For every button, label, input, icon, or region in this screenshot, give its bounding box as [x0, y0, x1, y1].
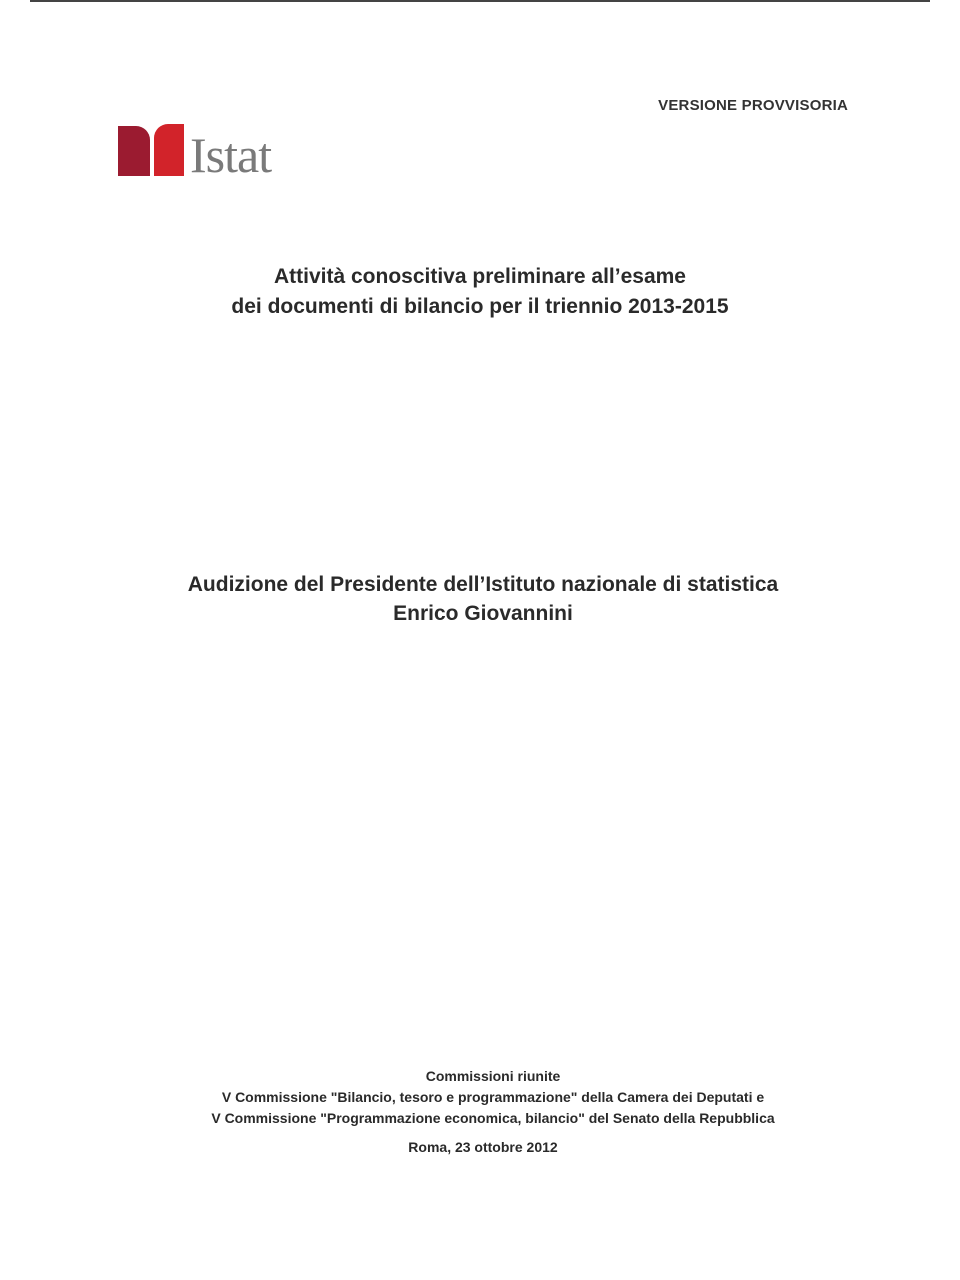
title-line-2: dei documenti di bilancio per il triennio 2013-2015 [231, 295, 729, 318]
document-title [0, 262, 960, 322]
logo-mark-left [118, 126, 150, 176]
top-border-line [30, 0, 930, 2]
hearing-line-1: Audizione del Presidente dell’Istituto nazionale di statistica [187, 573, 779, 596]
commission-line-1: V Commissione "Bilancio, tesoro e programmazione" della Camera dei Deputati e [221, 1089, 765, 1105]
logo-wordmark: Istat [190, 127, 272, 183]
istat-logo-mark-icon [118, 126, 188, 178]
logo-mark-right [154, 124, 184, 176]
hearing-heading [0, 570, 960, 628]
version-label: VERSIONE PROVVISORIA [658, 97, 848, 114]
commission-line-2: V Commissione "Programmazione economica, bilancio" del Senato della Repubblica [211, 1110, 775, 1126]
place-date: Roma, 23 ottobre 2012 [408, 1139, 558, 1155]
commissions-heading: Commissioni riunite [425, 1068, 561, 1084]
istat-logo [118, 122, 272, 183]
hearing-speaker: Enrico Giovannini [393, 602, 573, 625]
title-line-1: Attività conoscitiva preliminare all’esame [273, 265, 686, 288]
commissions-block [0, 1066, 960, 1129]
